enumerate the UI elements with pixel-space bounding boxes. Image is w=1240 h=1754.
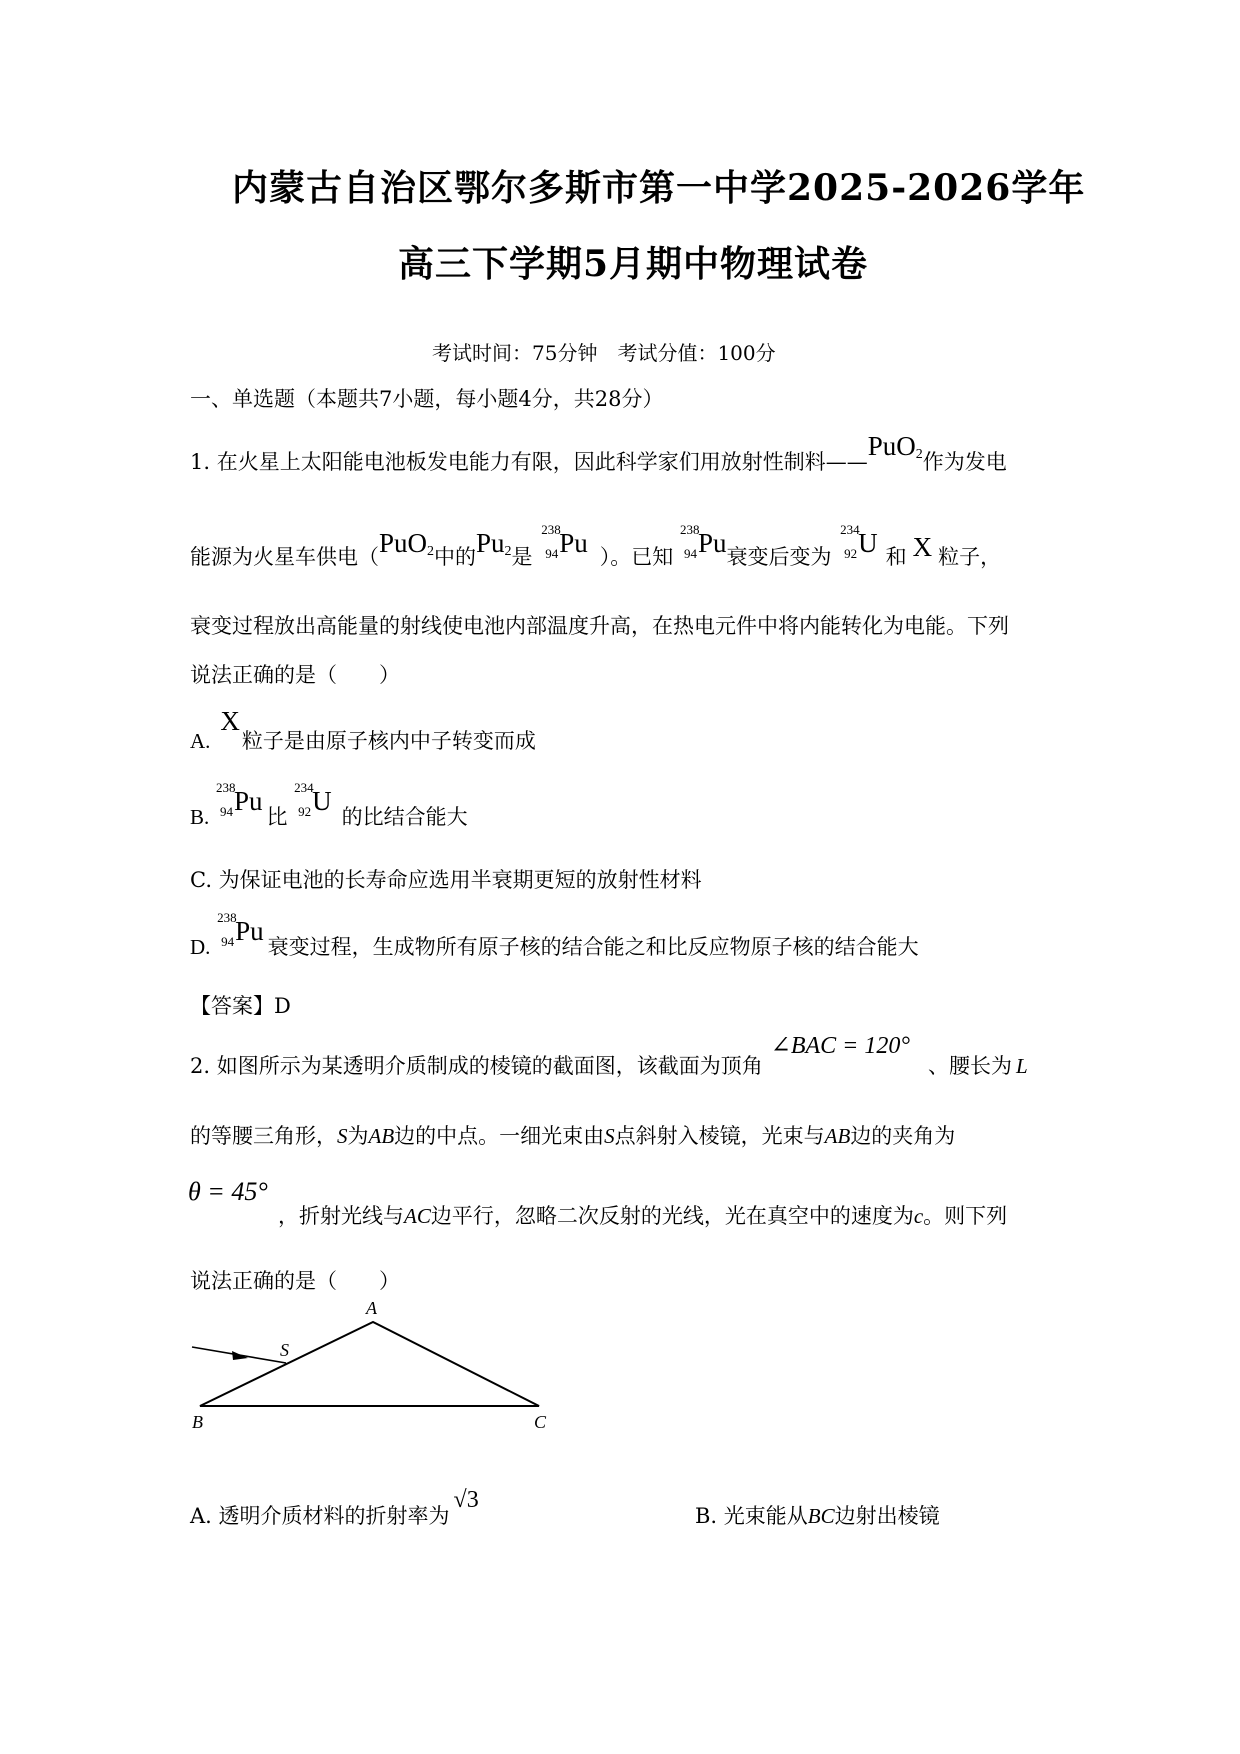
q2-line2: 的等腰三角形，S为AB边的中点。一细光束由S点斜射入棱镜，光束与AB边的夹角为 — [190, 1124, 956, 1148]
vertex-label-b: B — [192, 1412, 203, 1432]
q2-theta: θ = 45° — [188, 1177, 268, 1206]
page-title-line2: 高三下学期5月期中物理试卷 — [398, 243, 869, 285]
page-title-line1: 内蒙古自治区鄂尔多斯市第一中学2025-2026学年 — [232, 167, 1086, 209]
exam-info: 考试时间：75分钟 考试分值：100分 — [432, 341, 776, 365]
q1-line2: 能源为火星车供电（PuO$_2$中的$Pu_2$是 238 94 Pu ）。已知 238 94 Pu衰变后变为 234 92 U 和 X 粒子， — [190, 522, 1002, 569]
q1-line3: 衰变过程放出高能量的射线使电池内部温度升高，在热电元件中将内能转化为电能。下列 — [190, 614, 1009, 638]
q2-option-a: A. 透明介质材料的折射率为√3 — [190, 1487, 479, 1528]
nuclide-u234: 234 92 U — [294, 780, 332, 819]
q1-option-c: C. 为保证电池的长寿命应选用半衰期更短的放射性材料 — [190, 868, 702, 892]
q1-option-d: D. 238 94 Pu衰变过程，生成物所有原子核的结合能之和比反应物原子核的结合能大 — [190, 910, 919, 959]
nuclide-pu238: 238 94 Pu — [541, 522, 588, 561]
nuclide-pu238: 238 94 Pu — [679, 522, 727, 561]
q2-line3: ，折射光线与AC边平行，忽略二次反射的光线，光在真空中的速度为c。则下列 — [278, 1204, 1008, 1228]
vertex-label-c: C — [534, 1412, 547, 1432]
prism-diagram — [170, 1290, 570, 1450]
nuclide-pu238: 238 94 Pu — [215, 780, 263, 819]
q1-option-a: A.X粒子是由原子核内中子转变而成 — [190, 706, 536, 753]
nuclide-pu238: 238 94 Pu — [217, 910, 264, 949]
q2-line1: 2. 如图所示为某透明介质制成的棱镜的截面图，该截面为顶角∠BAC = 120°、腰长为 L — [190, 1033, 1028, 1078]
vertex-label-a: A — [366, 1298, 377, 1318]
q1-line4: 说法正确的是（ ） — [190, 663, 400, 687]
section-heading: 一、单选题（本题共7小题，每小题4分，共28分） — [190, 387, 664, 411]
prism-triangle — [200, 1322, 539, 1406]
q1-line1: 1. 在火星上太阳能电池板发电能力有限，因此科学家们用放射性制料——PuO$_2$作为发电 — [190, 431, 1007, 474]
point-label-s: S — [280, 1340, 289, 1360]
nuclide-u234: 234 92 U — [840, 522, 878, 561]
q1-option-b: B. 238 94 Pu比 234 92 U的比结合能大 — [190, 780, 468, 829]
q2-option-b: B. 光束能从BC边射出棱镜 — [695, 1504, 940, 1528]
q1-answer: 【答案】D — [190, 994, 291, 1018]
q2-line4: 说法正确的是（ ） — [190, 1269, 400, 1293]
